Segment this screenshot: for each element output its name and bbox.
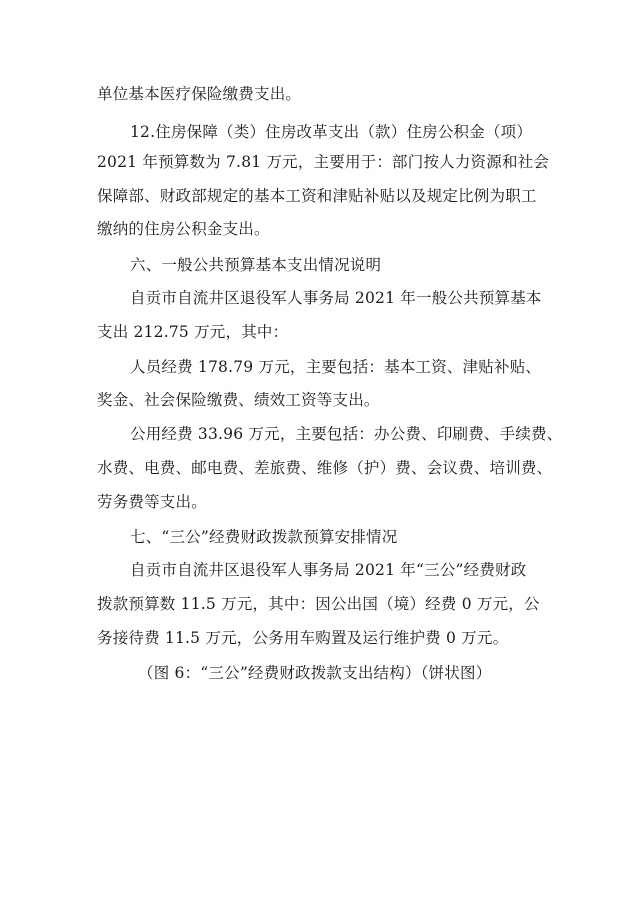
paragraph-line: 务接待费 11.5 万元，公务用车购置及运行维护费 0 万元。	[97, 629, 509, 647]
paragraph-line: 人员经费 178.79 万元，主要包括：基本工资、津贴补贴、	[130, 358, 542, 376]
paragraph-line: 奖金、社会保险缴费、绩效工资等支出。	[97, 391, 380, 409]
paragraph-line: 水费、电费、邮电费、差旅费、维修（护）费、会议费、培训费、	[97, 459, 553, 477]
paragraph-line: 缴纳的住房公积金支出。	[97, 220, 270, 238]
paragraph-line: 支出 212.75 万元，其中：	[97, 323, 289, 341]
paragraph-line: 自贡市自流井区退役军人事务局 2021 年“三公”经费财政	[130, 561, 527, 579]
paragraph-line: 公用经费 33.96 万元，主要包括：办公费、印刷费、手续费、	[130, 425, 563, 443]
paragraph-line: 保障部、财政部规定的基本工资和津贴补贴以及规定比例为职工	[97, 187, 537, 205]
paragraph-line: 拨款预算数 11.5 万元，其中：因公出国（境）经费 0 万元，公	[97, 595, 540, 613]
section-heading: 六、一般公共预算基本支出情况说明	[130, 256, 382, 274]
paragraph-line: 自贡市自流井区退役军人事务局 2021 年一般公共预算基本	[130, 289, 542, 307]
section-heading: 七、“三公”经费财政拨款预算安排情况	[130, 528, 398, 546]
paragraph-line: 12.住房保障（类）住房改革支出（款）住房公积金（项）	[130, 123, 533, 141]
paragraph-line: 单位基本医疗保险缴费支出。	[97, 85, 302, 103]
paragraph-line: 2021 年预算数为 7.81 万元，主要用于：部门按人力资源和社会	[97, 153, 550, 171]
paragraph-line: 劳务费等支出。	[97, 493, 207, 511]
figure-caption: （图 6：“三公”经费财政拨款支出结构）（饼状图）	[138, 664, 492, 682]
